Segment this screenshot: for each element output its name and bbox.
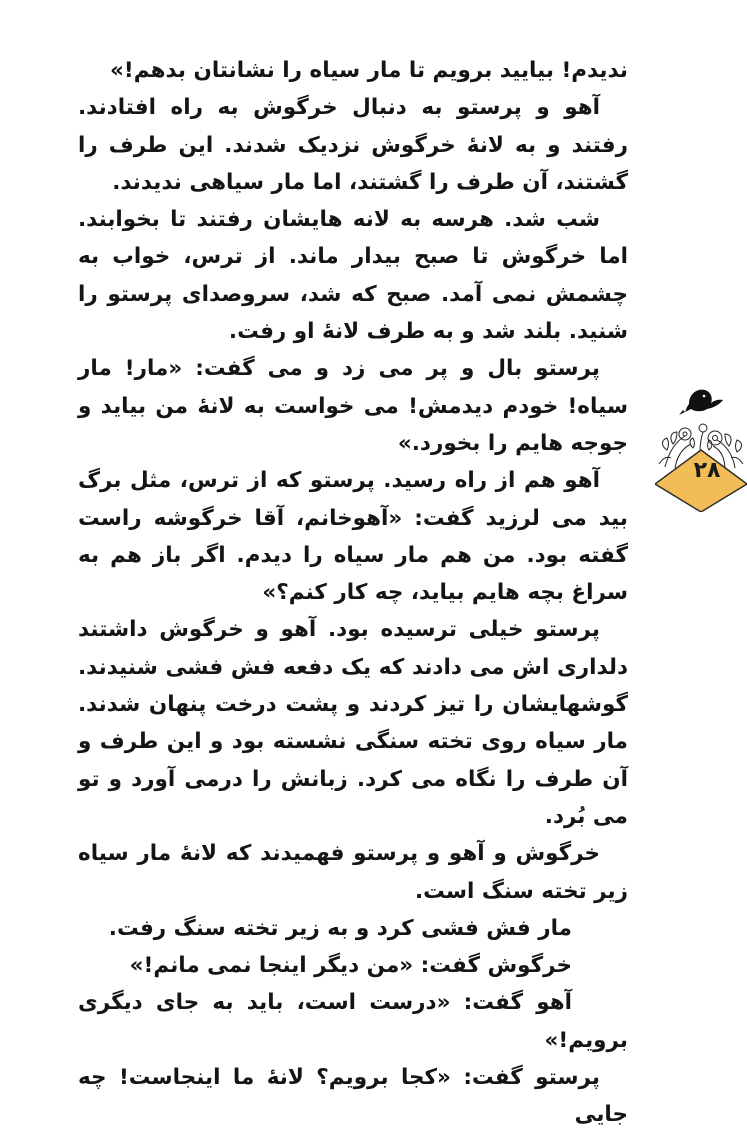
paragraph-1: ندیدم! بیایید برویم تا مار سیاه را نشانتان بدهم!» — [110, 58, 628, 83]
paragraph-9: خرگوش گفت: «من دیگر اینجا نمی مانم!» — [129, 953, 572, 979]
paragraph-5: آهو هم از راه رسید. پرستو که از ترس، مثل برگ بید می لرزید گفت: «آهوخانم، آقا خرگوشه راست گفته بود. من هم مار سیاه را دیدم. اگر باز هم به سراغ بچه هایم بیاید، چه کار کنم؟» — [78, 468, 628, 606]
paragraph-8: مار فش فشی کرد و به زیر تخته سنگ رفت. — [108, 915, 572, 941]
paragraph-2: آهو و پرستو به دنبال خرگوش به راه افتادند. رفتند و به لانهٔ خرگوش نزدیک شدند. این طرف را گشتند، آن طرف را گشتند، اما مار سیاهی ندیدند. — [78, 95, 628, 195]
paragraph-10: آهو گفت: «درست است، باید به جای دیگری برویم!» — [78, 990, 628, 1053]
paragraph-3: شب شد. هرسه به لانه هایشان رفتند تا بخوابند. اما خرگوش تا صبح بیدار ماند. از ترس، خواب به چشمش نمی آمد. صبح که شد، سروصدای پرستو را شنید. بلند شد و به طرف لانهٔ او رفت. — [78, 207, 628, 345]
paragraph-4: پرستو بال و پر می زد و می گفت: «مار! مار سیاه! خودم دیدمش! می خواست به لانهٔ من بیاید و جوجه هایم را بخورد.» — [78, 356, 628, 456]
paragraph-6: پرستو خیلی ترسیده بود. آهو و خرگوش داشتند دلداری اش می دادند که یک دفعه فش فشی شنیدند. گوشهایشان را تیز کردند و پشت درخت پنهان شدند. مار سیاه روی تخته سنگی نشسته بود و این طرف و آن طرف را نگاه می کرد. زبانش را درمی آورد و تو می بُرد. — [78, 617, 628, 829]
paragraph-7: خرگوش و آهو و پرستو فهمیدند که لانهٔ مار سیاه زیر تخته سنگ است. — [78, 841, 628, 904]
page-number: ۲۸ — [693, 458, 721, 483]
body-text — [78, 52, 628, 1134]
bird-icon — [679, 390, 723, 415]
paragraph-11: پرستو گفت: «کجا برویم؟ لانهٔ ما اینجاست! چه جایی — [78, 1065, 628, 1128]
